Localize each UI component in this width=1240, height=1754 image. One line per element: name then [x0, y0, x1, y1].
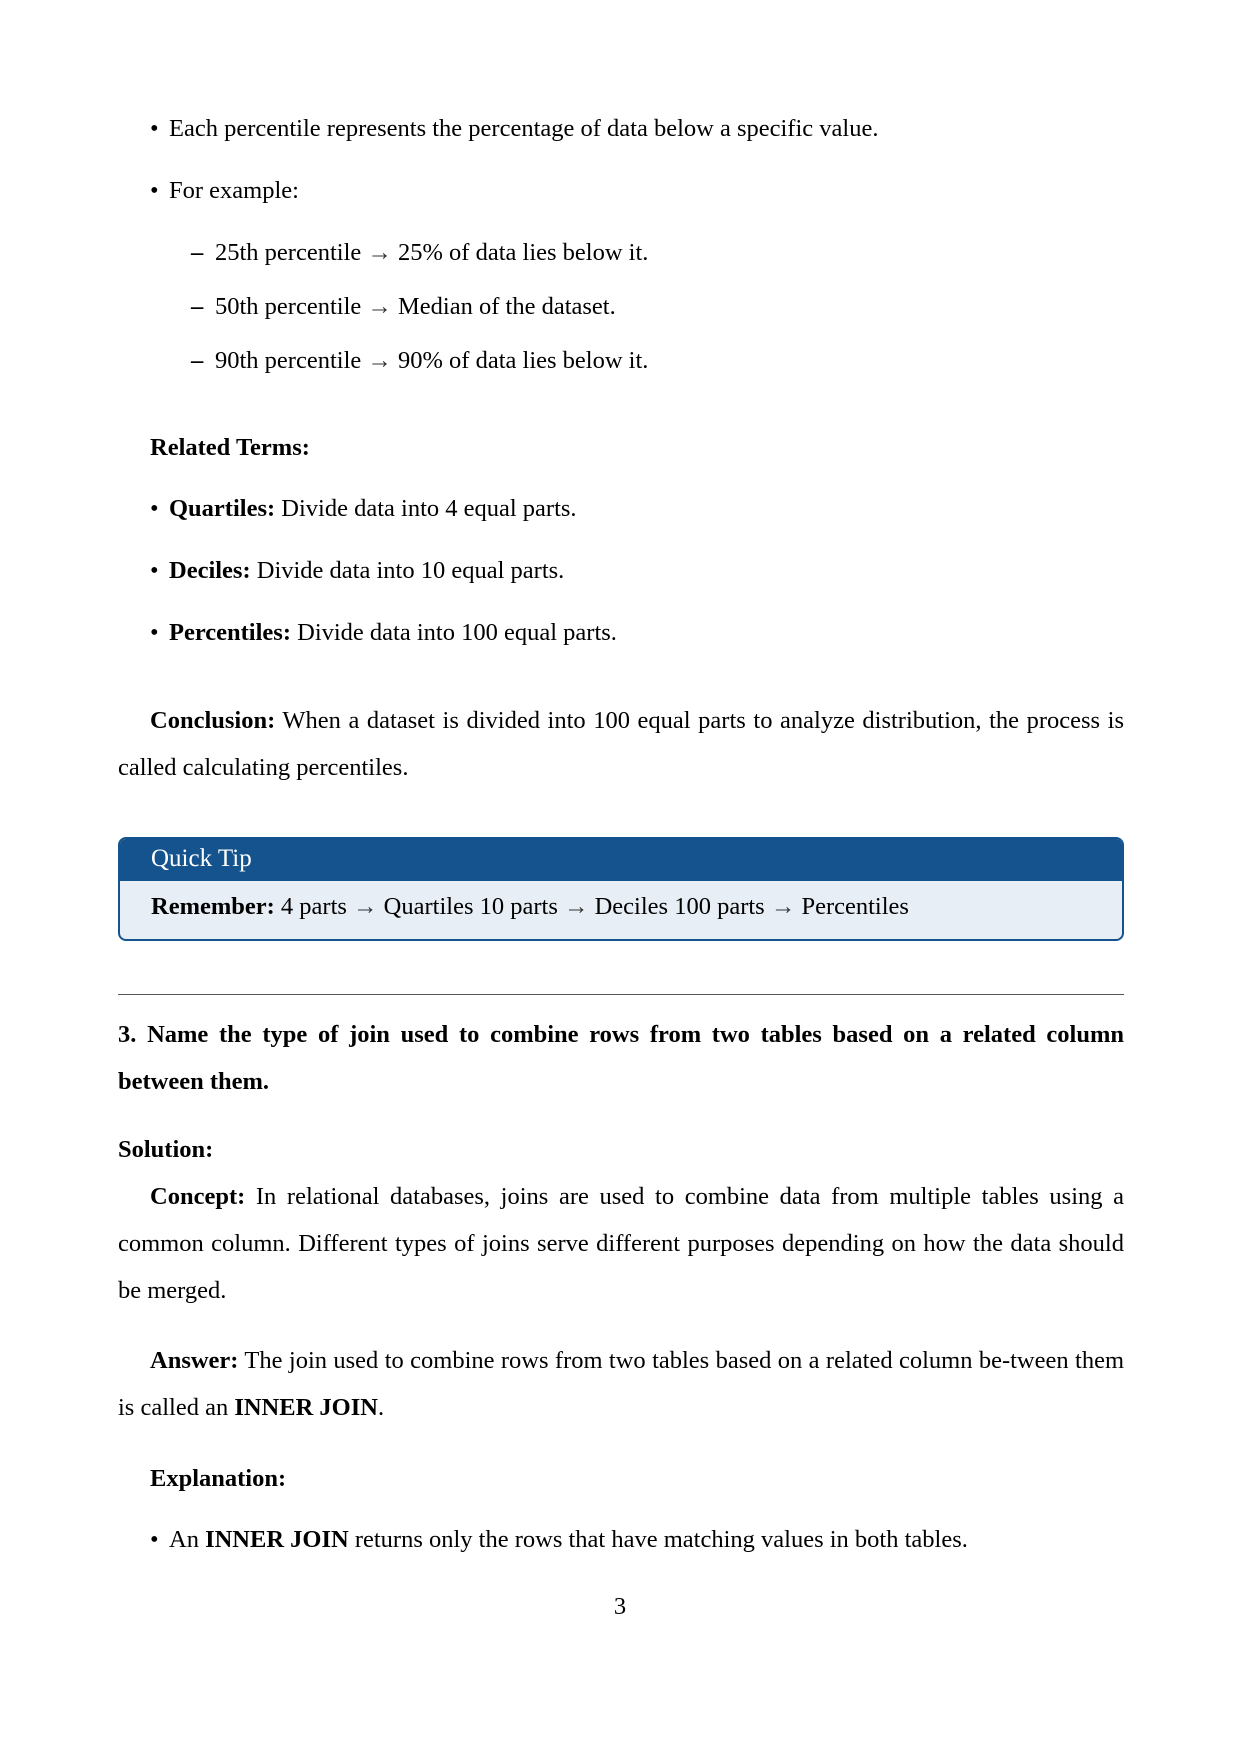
- dash-icon: –: [191, 239, 204, 266]
- bullet-icon: •: [150, 557, 159, 584]
- bullet-icon: •: [150, 1526, 159, 1553]
- bullet-item: • For example:: [150, 176, 299, 207]
- arrow-icon: →: [367, 293, 392, 320]
- related-term-item: • Quartiles: Divide data into 4 equal parts.: [150, 494, 577, 525]
- arrow-icon: →: [770, 893, 796, 920]
- related-terms-heading: Related Terms:: [150, 434, 310, 461]
- question-text: 3. Name the type of join used to combine rows from two tables based on a related column between them.: [118, 1021, 1124, 1095]
- bullet-icon: •: [150, 495, 159, 522]
- related-term-item: • Percentiles: Divide data into 100 equal parts.: [150, 618, 617, 649]
- quick-tip-title: Quick Tip: [120, 839, 1122, 881]
- arrow-icon: →: [563, 893, 589, 920]
- section-divider: [118, 994, 1124, 995]
- bullet-icon: •: [150, 115, 159, 142]
- example-item: – 90th percentile → 90% of data lies below it.: [191, 346, 648, 377]
- quick-tip-box: [118, 837, 1124, 941]
- explanation-heading: Explanation:: [150, 1465, 287, 1492]
- arrow-icon: →: [367, 347, 392, 374]
- example-item: – 25th percentile → 25% of data lies below it.: [191, 238, 648, 269]
- bullet-item: • Each percentile represents the percentage of data below a specific value.: [150, 114, 878, 145]
- quick-tip-body: Remember: 4 parts → Quartiles 10 parts → Deciles 100 parts → Percentiles: [151, 893, 909, 920]
- arrow-icon: →: [367, 239, 392, 266]
- arrow-icon: →: [353, 893, 378, 920]
- dash-icon: –: [191, 347, 204, 374]
- explanation-bullet: • An INNER JOIN returns only the rows that have matching values in both tables.: [150, 1525, 968, 1556]
- answer-paragraph: Answer: The join used to combine rows from two tables based on a related column be-tween them is called an INNER JOIN.: [118, 1347, 1125, 1421]
- bullet-icon: •: [150, 177, 159, 204]
- bullet-icon: •: [150, 619, 159, 646]
- page-number: 3: [613, 1593, 627, 1620]
- conclusion-paragraph: Conclusion: When a dataset is divided into 100 equal parts to analyze distribution, the process is called calculating percentiles.: [118, 707, 1124, 781]
- dash-icon: –: [191, 293, 204, 320]
- concept-paragraph: Concept: In relational databases, joins are used to combine data from multiple tables using a common column. Different types of joins serve different purposes depending on how the data should be merged.: [118, 1183, 1125, 1304]
- example-item: – 50th percentile → Median of the dataset.: [191, 292, 616, 323]
- related-term-item: • Deciles: Divide data into 10 equal parts.: [150, 556, 564, 587]
- solution-heading: Solution:: [118, 1136, 214, 1163]
